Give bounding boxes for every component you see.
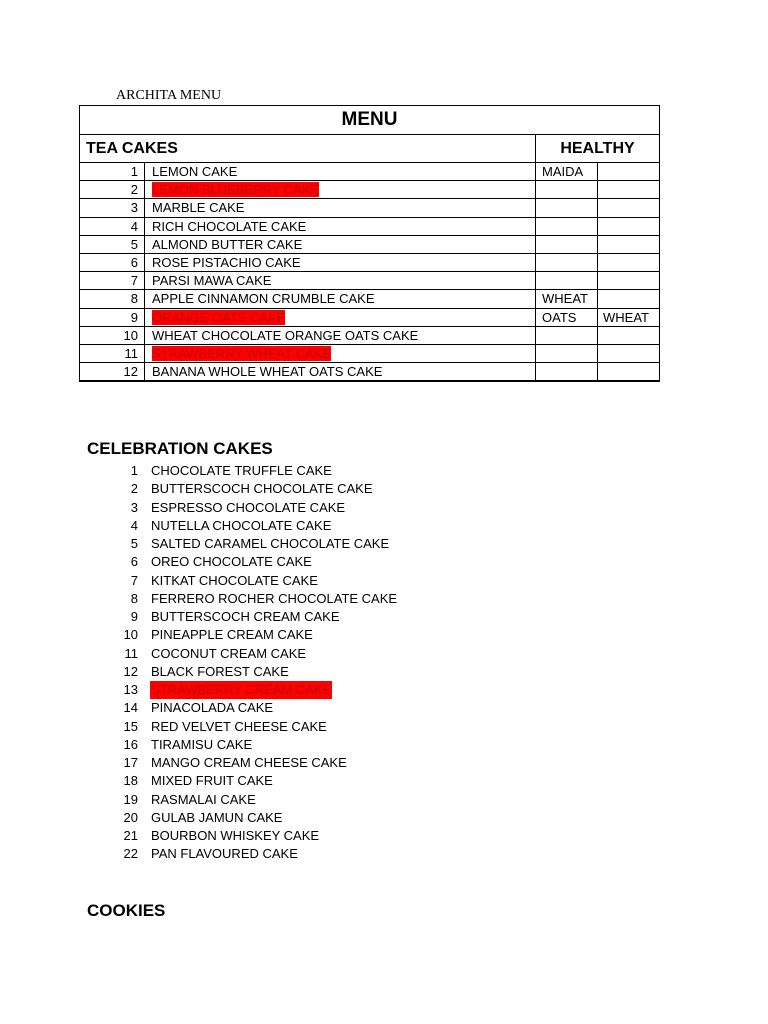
document-title: ARCHITA MENU bbox=[116, 88, 222, 103]
table-row bbox=[80, 308, 660, 326]
ingredient-2 bbox=[598, 199, 660, 217]
item-name-cell bbox=[145, 326, 536, 344]
table-row bbox=[80, 217, 660, 235]
item-number: 10 bbox=[123, 627, 138, 643]
item-name: STRAWBERRY CREAM CAKE bbox=[151, 682, 332, 697]
item-number: 3 bbox=[130, 499, 138, 515]
item-name: BUTTERSCOCH CHOCOLATE CAKE bbox=[151, 481, 373, 497]
celebration-cakes-heading: CELEBRATION CAKES bbox=[87, 439, 273, 458]
item-number: 15 bbox=[123, 718, 138, 734]
ingredient-2 bbox=[598, 163, 660, 181]
ingredient-1 bbox=[536, 199, 598, 217]
ingredient-1 bbox=[536, 363, 598, 382]
ingredient-1: MAIDA bbox=[536, 163, 598, 181]
item-number: 12 bbox=[80, 363, 145, 382]
item-name: RASMALAI CAKE bbox=[151, 791, 256, 807]
item-name-cell bbox=[145, 253, 536, 271]
item-number: 1 bbox=[130, 463, 138, 478]
item-name: GULAB JAMUN CAKE bbox=[151, 809, 283, 825]
table-row bbox=[80, 326, 660, 344]
item-number: 9 bbox=[80, 308, 145, 326]
ingredient-2 bbox=[598, 326, 660, 344]
item-name-cell bbox=[145, 272, 536, 290]
item-name-cell bbox=[145, 235, 536, 253]
item-name: TIRAMISU CAKE bbox=[151, 736, 253, 752]
ingredient-1 bbox=[536, 235, 598, 253]
tea-cakes-heading: TEA CAKES bbox=[80, 135, 536, 163]
ingredient-2 bbox=[598, 344, 660, 362]
item-number: 14 bbox=[123, 700, 138, 716]
item-name: LEMON BLUEBERRY CAKE bbox=[152, 182, 320, 198]
item-number: 3 bbox=[80, 199, 145, 217]
item-number: 1 bbox=[80, 163, 145, 181]
item-number: 11 bbox=[80, 344, 145, 362]
item-number: 21 bbox=[123, 828, 138, 843]
item-number: 2 bbox=[80, 181, 145, 199]
item-number: 19 bbox=[123, 791, 138, 807]
cookies-heading: COOKIES bbox=[87, 901, 166, 920]
item-number: 17 bbox=[123, 755, 138, 770]
item-name: RICH CHOCOLATE CAKE bbox=[152, 218, 307, 234]
table-row bbox=[80, 181, 660, 199]
item-name: ESPRESSO CHOCOLATE CAKE bbox=[151, 499, 346, 515]
item-name: COCONUT CREAM CAKE bbox=[151, 645, 307, 661]
table-row bbox=[80, 253, 660, 271]
item-number: 7 bbox=[80, 272, 145, 290]
item-name: MIXED FRUIT CAKE bbox=[151, 773, 273, 789]
healthy-heading: HEALTHY bbox=[536, 135, 660, 163]
item-name-cell bbox=[145, 344, 536, 362]
item-number: 6 bbox=[130, 554, 138, 570]
item-name: OREO CHOCOLATE CAKE bbox=[151, 554, 312, 570]
item-name: WHEAT CHOCOLATE ORANGE OATS CAKE bbox=[152, 327, 419, 343]
ingredient-1: WHEAT bbox=[536, 290, 598, 308]
table-row bbox=[80, 235, 660, 253]
ingredient-2 bbox=[598, 217, 660, 235]
item-number: 22 bbox=[123, 846, 138, 862]
item-number: 2 bbox=[130, 481, 138, 497]
ingredient-2 bbox=[598, 235, 660, 253]
item-name: PAN FLAVOURED CAKE bbox=[151, 846, 298, 862]
ingredient-2 bbox=[598, 290, 660, 308]
table-row bbox=[80, 344, 660, 362]
item-number: 5 bbox=[130, 536, 138, 551]
ingredient-1 bbox=[536, 253, 598, 271]
item-name: BANANA WHOLE WHEAT OATS CAKE bbox=[152, 364, 383, 380]
ingredient-1 bbox=[536, 181, 598, 199]
item-name-cell bbox=[145, 290, 536, 308]
item-name: RED VELVET CHEESE CAKE bbox=[151, 718, 327, 734]
item-number: 4 bbox=[130, 517, 138, 533]
item-name: BOURBON WHISKEY CAKE bbox=[151, 828, 320, 843]
item-number: 18 bbox=[123, 773, 138, 789]
ingredient-2 bbox=[598, 253, 660, 271]
item-number: 11 bbox=[124, 645, 138, 661]
item-number: 7 bbox=[130, 572, 138, 588]
table-row bbox=[80, 163, 660, 181]
ingredient-2 bbox=[598, 181, 660, 199]
item-number: 4 bbox=[80, 217, 145, 235]
item-name-cell bbox=[145, 308, 536, 326]
item-name-cell bbox=[145, 217, 536, 235]
item-name: BUTTERSCOCH CREAM CAKE bbox=[151, 609, 340, 624]
item-name: CHOCOLATE TRUFFLE CAKE bbox=[151, 463, 332, 478]
item-number: 10 bbox=[80, 326, 145, 344]
menu-heading: MENU bbox=[80, 106, 660, 135]
item-name: FERRERO ROCHER CHOCOLATE CAKE bbox=[151, 590, 398, 606]
item-number: 12 bbox=[123, 663, 138, 679]
item-name: BLACK FOREST CAKE bbox=[151, 663, 289, 679]
item-name-cell bbox=[145, 163, 536, 181]
item-name-cell bbox=[145, 199, 536, 217]
item-number: 9 bbox=[130, 609, 138, 624]
item-name: ALMOND BUTTER CAKE bbox=[152, 236, 303, 252]
item-number: 8 bbox=[130, 590, 138, 606]
item-number: 16 bbox=[123, 736, 138, 752]
item-name: PINACOLADA CAKE bbox=[151, 700, 274, 716]
item-number: 6 bbox=[80, 253, 145, 271]
ingredient-1 bbox=[536, 326, 598, 344]
ingredient-1 bbox=[536, 344, 598, 362]
item-name: SALTED CARAMEL CHOCOLATE CAKE bbox=[151, 536, 390, 551]
item-name: APPLE CINNAMON CRUMBLE CAKE bbox=[152, 291, 375, 307]
ingredient-1 bbox=[536, 217, 598, 235]
item-number: 13 bbox=[123, 682, 138, 697]
table-row bbox=[80, 363, 660, 382]
menu-table bbox=[79, 105, 660, 382]
table-row bbox=[80, 272, 660, 290]
item-name-cell bbox=[145, 181, 536, 199]
ingredient-2 bbox=[598, 363, 660, 382]
item-name: PINEAPPLE CREAM CAKE bbox=[151, 627, 313, 643]
item-name-cell bbox=[145, 363, 536, 382]
item-name: ORANGE OATS CAKE bbox=[152, 309, 286, 325]
item-name: KITKAT CHOCOLATE CAKE bbox=[151, 572, 318, 588]
item-name: ROSE PISTACHIO CAKE bbox=[152, 255, 301, 271]
ingredient-1 bbox=[536, 272, 598, 290]
table-row bbox=[80, 199, 660, 217]
table-row bbox=[80, 290, 660, 308]
ingredient-2 bbox=[598, 272, 660, 290]
item-name: MANGO CREAM CHEESE CAKE bbox=[151, 755, 347, 770]
item-name: NUTELLA CHOCOLATE CAKE bbox=[151, 517, 332, 533]
item-name: LEMON CAKE bbox=[152, 164, 238, 180]
ingredient-2: WHEAT bbox=[598, 308, 660, 326]
ingredient-1: OATS bbox=[536, 308, 598, 326]
item-number: 20 bbox=[123, 809, 138, 825]
item-name: MARBLE CAKE bbox=[152, 200, 245, 216]
item-name: STRAWBERRY WHEAT CAKE bbox=[152, 345, 332, 361]
item-number: 8 bbox=[80, 290, 145, 308]
item-name: PARSI MAWA CAKE bbox=[152, 273, 272, 289]
item-number: 5 bbox=[80, 235, 145, 253]
